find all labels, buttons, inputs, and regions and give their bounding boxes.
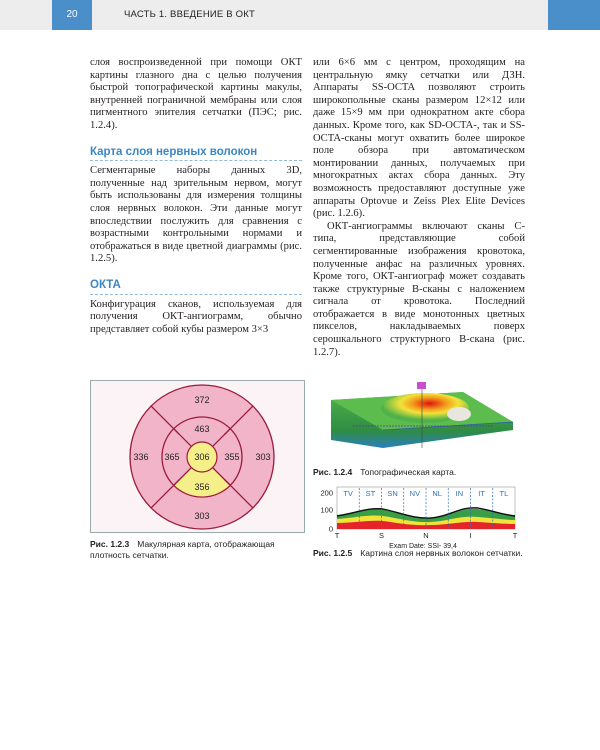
sector-label-in: IN — [455, 489, 464, 498]
topographic-map — [313, 378, 525, 458]
sector-label-nv: NV — [409, 489, 421, 498]
x-tick-label: T — [334, 531, 340, 540]
sector-label-tl: TL — [499, 489, 509, 498]
terrain-disc — [447, 407, 471, 421]
rnfl-thickness-chart — [313, 485, 525, 549]
value-outer-left: 336 — [133, 452, 149, 462]
exam-date-label: Exam Date: SSI- 39,4 — [389, 543, 457, 549]
figure-number: Рис. 1.2.5 — [313, 548, 353, 558]
x-tick-label: S — [378, 531, 385, 540]
x-tick-label: T — [512, 531, 518, 540]
paragraph: Конфигурация сканов, используемая для получения ОКТ-ангиограмм, обычно представляет собой кубы размером 3×3 — [90, 298, 302, 335]
figure-caption-text: Макулярная карта, отображающая плотность сетчатки. — [90, 539, 275, 560]
y-tick-label: 200 — [320, 488, 333, 498]
value-inner-left: 365 — [164, 452, 180, 462]
figure-number: Рис. 1.2.4 — [313, 467, 353, 477]
value-inner-top: 463 — [194, 424, 210, 434]
figure-caption-text: Топографическая карта. — [360, 467, 457, 477]
value-center: 306 — [194, 452, 210, 462]
x-tick-label: I — [469, 531, 472, 540]
paragraph: Сегментарные наборы данных 3D, полученные над зрительным нервом, могут быть использованы для измерения толщины слоя нервных волокон. Эти данные могут впоследствии послужить для сравнения с возрастными контрольными нормами и отображаться в виде цветной диаграммы (рис. 1.2.5). — [90, 165, 302, 265]
sector-label-it: IT — [478, 489, 485, 498]
figure-caption-1-2-3 — [90, 539, 305, 561]
macular-thickness-map — [90, 380, 305, 533]
left-text-column — [90, 57, 302, 336]
sector-label-st: ST — [365, 489, 376, 498]
section-heading-nerve-fiber-map: Карта слоя нервных волокон — [90, 146, 302, 162]
figure-caption-1-2-5 — [313, 548, 525, 559]
x-tick-label: N — [423, 531, 429, 540]
position-marker — [417, 382, 426, 389]
value-inner-right: 355 — [224, 452, 240, 462]
page-number: 20 — [52, 0, 92, 30]
right-text-column — [313, 57, 525, 359]
value-inner-bottom: 356 — [194, 482, 210, 492]
paragraph: слоя воспроизведенной при помощи ОКТ картины глазного дна с целью получения быстрой топографической картины макулы, внутренней пограничной мембраны или слоя пигментного эпителия сетчатки (ПЭС; рис. 1.2.4). — [90, 57, 302, 131]
section-heading-octa: ОКТА — [90, 279, 302, 295]
y-tick-label: 100 — [320, 505, 333, 515]
sector-label-nl: NL — [432, 489, 442, 498]
running-header: ЧАСТЬ 1. ВВЕДЕНИЕ В ОКТ — [124, 9, 255, 20]
sector-label-sn: SN — [387, 489, 398, 498]
value-outer-right: 303 — [255, 452, 271, 462]
figure-caption-text: Картина слоя нервных волокон сетчатки. — [360, 548, 523, 558]
paragraph: или 6×6 мм с центром, проходящим на центральную ямку сетчатки или ДЗН. Аппараты SS-OCTA позволяют строить широкопольные сканы размером 12×12 или даже 15×9 мм при однократном акте сбора данных. Кроме того, как SD-OCTA-, так и SS-OCTA-сканы могут охватить более широкое поле обзора при автоматическом монтировании данных, получаемых при многократных актах сбора данных. Эту возможность предоставляют доступные уже аппараты Optovue и Zeiss Plex Elite Devices (рис. 1.2.6). — [313, 57, 525, 220]
y-tick-label: 0 — [328, 524, 333, 534]
paragraph: ОКТ-ангиограммы включают сканы С-типа, представляющие собой сегментированные изображения кровотока, полученные анфас на различных уровнях. Кроме того, ОКТ-ангиограф может создавать также структурные B-сканы с наложением сигнала от кровотока. Последний отображается в виде монотонных цветных пикселов, накладываемых поверх серошкального структурного B-скана (рис. 1.2.7). — [313, 220, 525, 358]
figure-caption-1-2-4 — [313, 467, 525, 478]
value-outer-bottom: 303 — [194, 511, 210, 521]
sector-label-tv: TV — [343, 489, 353, 498]
header-tab — [548, 0, 600, 30]
value-outer-top: 372 — [194, 395, 210, 405]
figure-number: Рис. 1.2.3 — [90, 539, 130, 549]
